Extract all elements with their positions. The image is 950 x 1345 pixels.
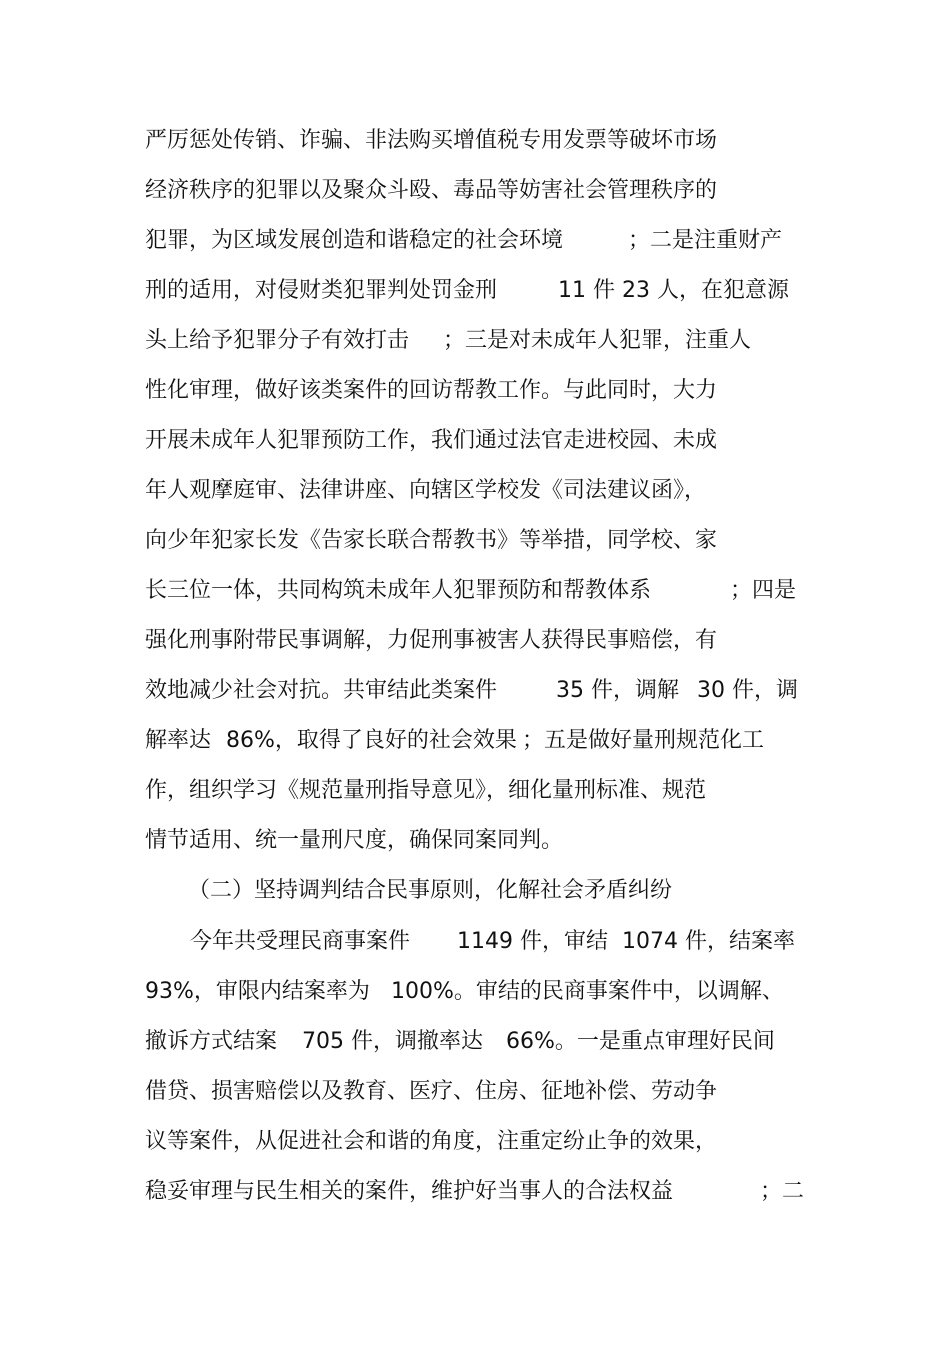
text-segment: 情节适用、统一量刑尺度，确保同案同判。: [145, 828, 564, 853]
text-segment: ；二: [760, 1179, 805, 1204]
text-segment: 经济秩序的犯罪以及聚众斗殴、毒品等妨害社会管理秩序的: [145, 178, 718, 203]
text-line: [0, 476, 707, 506]
text-segment: 1149 件，审结: [457, 929, 608, 954]
text-segment: ；二是注重财产: [628, 228, 783, 253]
text-line: [0, 176, 718, 206]
text-line: [0, 576, 797, 606]
text-segment: ；三是对未成年人犯罪，注重人: [443, 328, 752, 353]
text-segment: 年人观摩庭审、法律讲座、向辖区学校发《司法建议函》，: [145, 478, 707, 503]
text-segment: 性化审理，做好该类案件的回访帮教工作。与此同时，大力: [145, 378, 718, 403]
text-line: [0, 977, 784, 1007]
text-segment: 严厉惩处传销、诈骗、非法购买增值税专用发票等破坏市场: [145, 128, 718, 153]
text-segment: 头上给予犯罪分子有效打击: [145, 328, 410, 353]
text-segment: 开展未成年人犯罪预防工作，我们通过法官走进校园、未成: [145, 428, 718, 453]
text-line: [0, 1177, 805, 1207]
text-line: [0, 776, 707, 806]
text-segment: 强化刑事附带民事调解，力促刑事被害人获得民事赔偿，有: [145, 628, 718, 653]
text-line: [0, 1077, 718, 1107]
text-line: [0, 726, 765, 756]
text-segment: 稳妥审理与民生相关的案件，维护好当事人的合法权益: [145, 1179, 674, 1204]
text-line: [0, 426, 718, 456]
text-segment: 35 件，调解: [556, 678, 679, 703]
text-segment: 93%，审限内结案率为: [145, 979, 370, 1004]
text-segment: ；四是: [730, 578, 797, 603]
text-line: [0, 676, 798, 706]
text-segment: 100%。审结的民商事案件中，以调解、: [391, 979, 784, 1004]
text-line: [0, 376, 718, 406]
text-line: [0, 626, 718, 656]
text-segment: 66%。一是重点审理好民间: [506, 1029, 775, 1054]
text-line: [0, 526, 718, 556]
text-segment: 效地减少社会对抗。共审结此类案件: [145, 678, 498, 703]
text-segment: 犯罪，为区域发展创造和谐稳定的社会环境: [145, 228, 564, 253]
text-segment: 向少年犯家长发《告家长联合帮教书》等举措，同学校、家: [145, 528, 718, 553]
text-segment: 议等案件，从促进社会和谐的角度，注重定纷止争的效果，: [145, 1129, 718, 1154]
text-line: [0, 276, 789, 306]
text-segment: （二）坚持调判结合民事原则，化解社会矛盾纠纷: [188, 878, 673, 903]
text-segment: 705 件，调撤率达: [302, 1029, 483, 1054]
text-segment: 长三位一体，共同构筑未成年人犯罪预防和帮教体系: [145, 578, 652, 603]
text-line: [0, 326, 752, 356]
text-segment: 刑的适用，对侵财类犯罪判处罚金刑: [145, 278, 498, 303]
text-line: [0, 226, 783, 256]
text-line: [0, 126, 718, 156]
text-segment: 1074 件，结案率: [622, 929, 795, 954]
text-segment: ；五是做好量刑规范化工: [522, 728, 765, 753]
text-segment: 解率达: [145, 728, 212, 753]
text-segment: 86%，取得了良好的社会效果: [226, 728, 517, 753]
text-line: [0, 1127, 718, 1157]
text-segment: 11 件 23 人，在犯意源: [558, 278, 789, 303]
text-segment: 借贷、损害赔偿以及教育、医疗、住房、征地补偿、劳动争: [145, 1079, 718, 1104]
text-segment: 今年共受理民商事案件: [190, 929, 411, 954]
text-line: [0, 1027, 775, 1057]
text-line: [0, 826, 564, 856]
text-line: [0, 927, 795, 957]
text-segment: 30 件，调: [697, 678, 798, 703]
text-segment: 撤诉方式结案: [145, 1029, 278, 1054]
text-segment: 作，组织学习《规范量刑指导意见》，细化量刑标准、规范: [145, 778, 707, 803]
section-heading: [0, 876, 673, 906]
